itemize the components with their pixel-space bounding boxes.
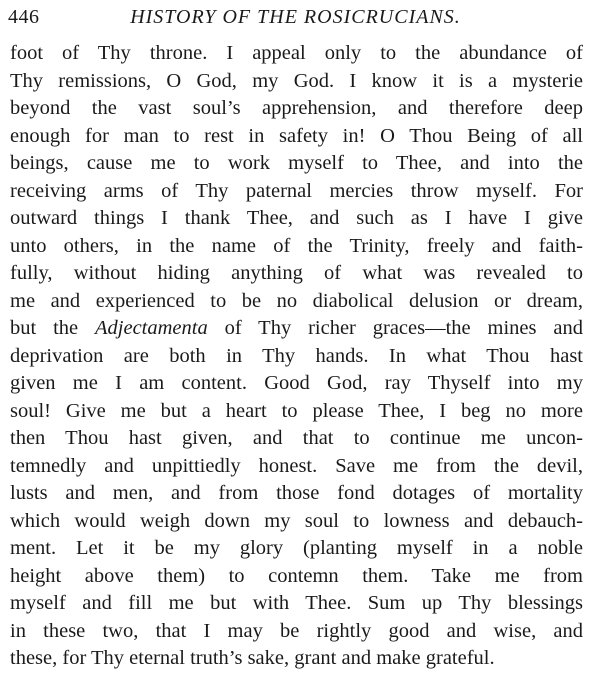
text-line: which would weigh down my soul to lowness and debauch-: [10, 509, 583, 532]
text-line: lusts and men, and from those fond dotages of mortality: [10, 482, 583, 504]
text-line: outward things I thank Thee, and such as I have I give: [10, 207, 583, 229]
text-line: ment. Let it be my glory (planting myself in a noble: [10, 537, 583, 559]
running-title: HISTORY OF THE ROSICRUCIANS.: [130, 6, 461, 28]
text-line: deprivation are both in Thy hands. In what Thou hast: [10, 344, 583, 367]
text-line: myself and fill me but with Thee. Sum up Thy blessings: [10, 592, 583, 614]
text-line: then Thou hast given, and that to continue me uncon-: [10, 427, 583, 449]
text-line: soul! Give me but a heart to please Thee, I beg no more: [10, 399, 583, 422]
text-line: me and experienced to be no diabolical delusion or dream,: [10, 289, 583, 312]
text-line: unto others, in the name of the Trinity, freely and faith-: [10, 234, 583, 257]
italic-term: Adjectamenta: [95, 317, 208, 339]
text-line: temnedly and unpittiedly honest. Save me from the devil,: [10, 454, 583, 477]
text-line: enough for man to rest in safety in! O Thou Being of all: [10, 124, 583, 147]
page-number: 446: [8, 6, 40, 28]
text-line: receiving arms of Thy paternal mercies throw myself. For: [10, 179, 583, 202]
text-line: height above them) to contemn them. Take me from: [10, 564, 583, 587]
text-line: in these two, that I may be rightly good and wise, and: [10, 619, 583, 642]
text-line: fully, without hiding anything of what was revealed to: [10, 262, 583, 284]
text-line: foot of Thy throne. I appeal only to the abundance of: [10, 42, 583, 64]
text-line: beings, cause me to work myself to Thee, and into the: [10, 152, 583, 174]
text-line: [10, 315, 583, 343]
text-line: Thy remissions, O God, my God. I know it is a mysterie: [10, 69, 583, 92]
text-segment: of Thy richer graces—the mines and: [207, 317, 583, 339]
text-line: given me I am content. Good God, ray Thyself into my: [10, 372, 583, 394]
text-line: beyond the vast soul’s apprehension, and therefore deep: [10, 97, 583, 119]
text-line: these, for Thy eternal truth’s sake, grant and make grateful.: [10, 647, 495, 669]
running-head: [8, 6, 583, 32]
body-text: [10, 40, 583, 673]
text-segment: but the: [10, 317, 95, 339]
